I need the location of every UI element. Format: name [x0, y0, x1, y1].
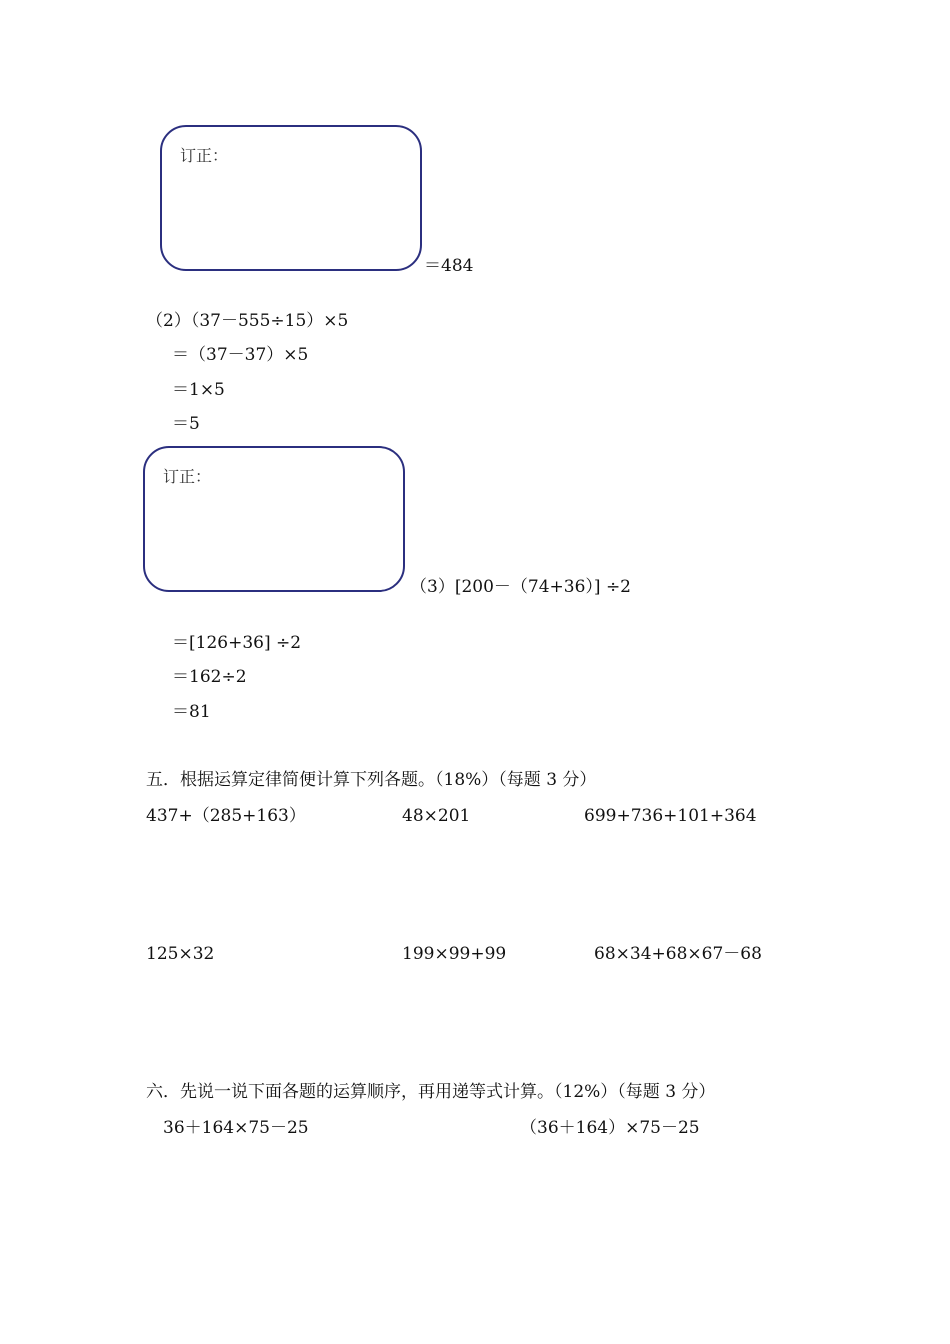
problem3-step: ＝162÷2	[172, 667, 247, 687]
correction-box-2	[143, 446, 405, 592]
section5-item: 48×201	[402, 806, 471, 826]
problem1-result: ＝484	[424, 256, 474, 276]
problem2-step: ＝1×5	[172, 380, 225, 400]
correction-label: 订正：	[163, 467, 212, 486]
section5-item: 437+（285+163）	[146, 806, 306, 826]
correction-box-1	[160, 125, 422, 271]
section5-item: 125×32	[146, 944, 215, 964]
section6-item: （36＋164）×75－25	[520, 1118, 700, 1138]
section5-item: 699+736+101+364	[584, 806, 757, 826]
problem2-step: ＝5	[172, 414, 200, 434]
problem3-question: （3）[200－（74+36）] ÷2	[410, 577, 631, 597]
problem3-step: ＝[126+36] ÷2	[172, 633, 302, 653]
section5-heading: 五．根据运算定律简便计算下列各题。（18%）（每题 3 分）	[146, 770, 597, 790]
section5-item: 199×99+99	[402, 944, 507, 964]
section6-item: 36＋164×75－25	[163, 1118, 309, 1138]
problem2-question: （2）（37－555÷15）×5	[146, 311, 349, 331]
section6-heading: 六．先说一说下面各题的运算顺序，再用递等式计算。（12%）（每题 3 分）	[146, 1082, 716, 1102]
problem3-step: ＝81	[172, 702, 211, 722]
section5-item: 68×34+68×67－68	[594, 944, 762, 964]
correction-label: 订正：	[180, 146, 229, 165]
problem2-step: ＝（37－37）×5	[172, 345, 309, 365]
